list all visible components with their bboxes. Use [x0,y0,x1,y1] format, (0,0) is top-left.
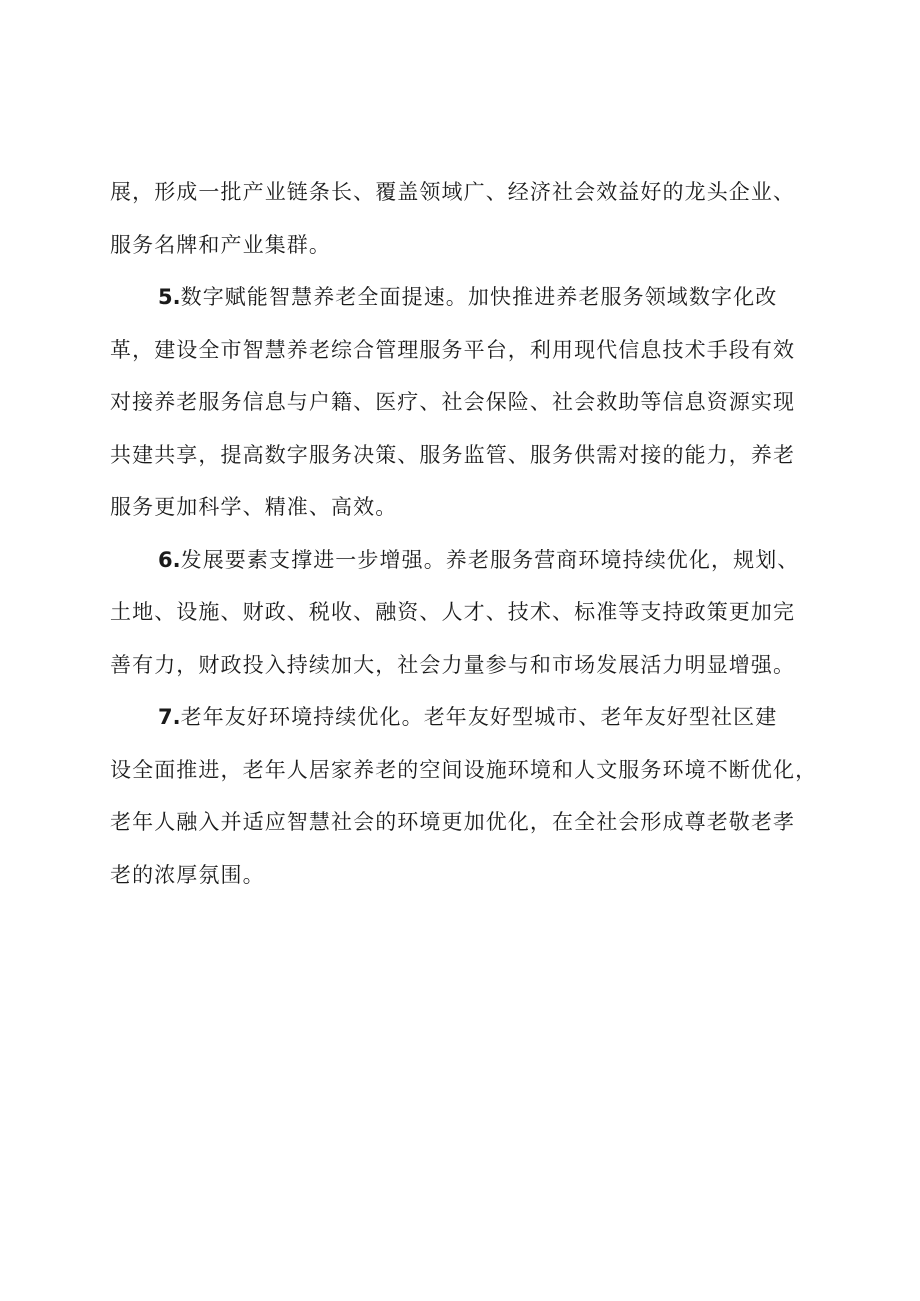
paragraph-item-5 [110,271,825,534]
item-number-separator: . [172,285,181,309]
paragraph-item-6 [110,534,825,692]
paragraph-continuation [110,166,825,271]
paragraph-line: 展，形成一批产业链条长、覆盖领域广、经济社会效益好的龙头企业、 [110,180,796,204]
paragraph-line-text: 发展要素支撑进一步增强。养老服务营商环境持续优化，规划、 [180,547,800,572]
paragraph-line: 设全面推进，老年人居家养老的空间设施环境和人文服务环境不断优化， [110,757,818,782]
document-body [110,166,825,901]
paragraph-line: 革，建设全市智慧养老综合管理服务平台，利用现代信息技术手段有效 [110,337,796,362]
item-number: 7 [158,705,173,729]
paragraph-line-text: 数字赋能智慧养老全面提速。加快推进养老服务领域数字化改 [180,285,778,309]
paragraph-line: 服务名牌和产业集群。 [110,232,331,257]
paragraph-line: 老的浓厚氛围。 [110,862,265,887]
paragraph-first-line [110,691,825,744]
paragraph-line: 土地、设施、财政、税收、融资、人才、技术、标准等支持政策更加完 [110,600,796,624]
paragraph-line: 对接养老服务信息与户籍、医疗、社会保险、社会救助等信息资源实现 [110,390,796,414]
paragraph-first-line [110,271,825,324]
item-number: 5 [158,285,173,309]
item-number: 6 [158,547,173,572]
paragraph-first-line [110,534,825,587]
paragraph-line: 善有力，财政投入持续加大，社会力量参与和市场发展活力明显增强。 [110,652,796,677]
item-number-separator: . [172,547,181,572]
item-number-separator: . [172,705,181,729]
paragraph-line-text: 老年友好环境持续优化。老年友好型城市、老年友好型社区建 [180,705,778,729]
paragraph-item-7 [110,691,825,901]
paragraph-line: 老年人融入并适应智慧社会的环境更加优化，在全社会形成尊老敬老孝 [110,810,796,834]
paragraph-line: 服务更加科学、精准、高效。 [110,495,398,519]
paragraph-line: 共建共享，提高数字服务决策、服务监管、服务供需对接的能力，养老 [110,442,796,467]
